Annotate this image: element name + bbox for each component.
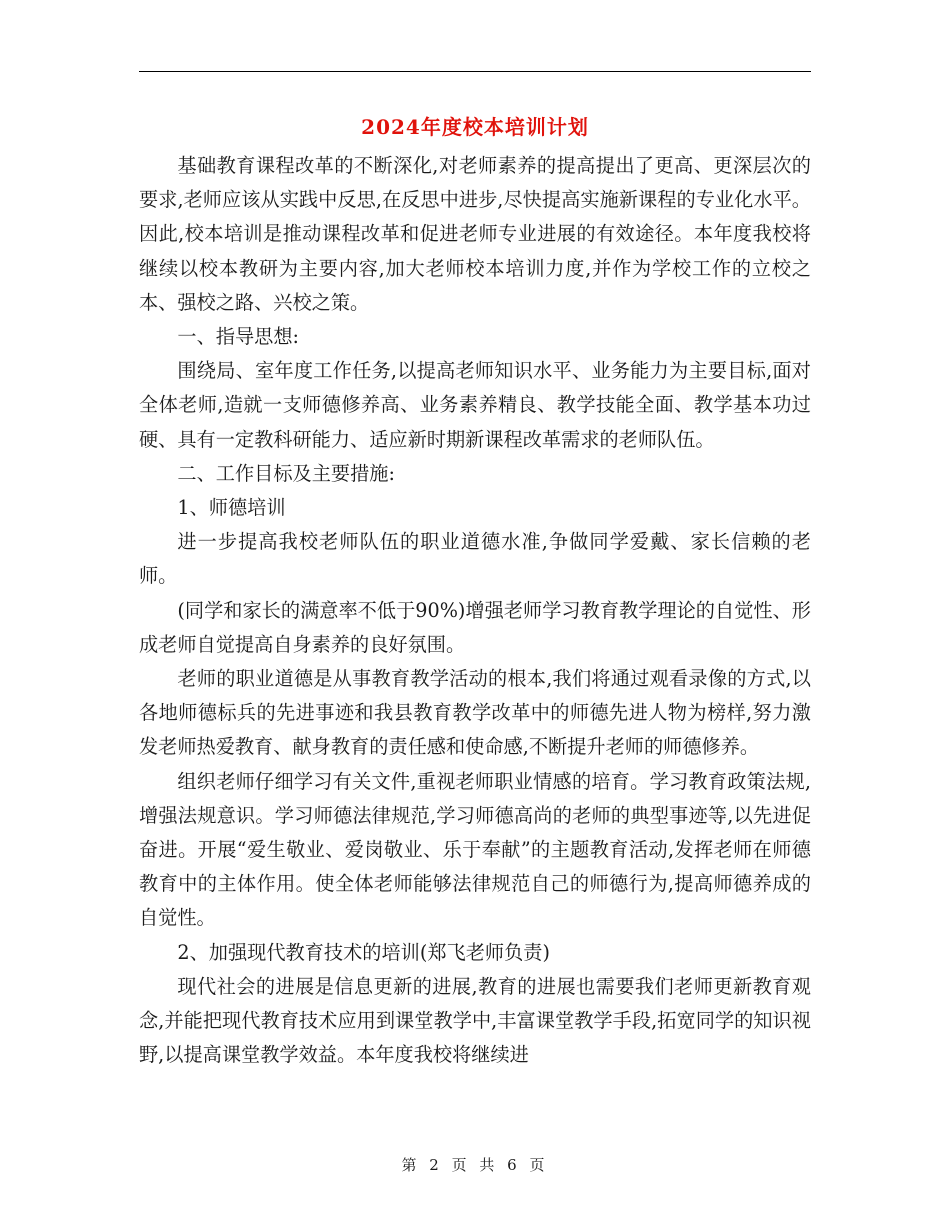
subheading-tech-training: 2、加强现代教育技术的培训(郑飞老师负责) xyxy=(177,940,550,964)
paragraph-guiding-thought: 围绕局、室年度工作任务,以提高老师知识水平、业务能力为主要目标,面对全体老师,造就一支师德修养高、业务素养精良、教学技能全面、教学基本功过硬、具有一定教科研能力、适应新时期新课程改革需求的老师队伍。 xyxy=(139,359,811,451)
document-title: 2024年度校本培训计划 xyxy=(361,115,589,139)
page-number: 第 2 页 共 6 页 xyxy=(401,1156,549,1174)
paragraph-ethics-method: 老师的职业道德是从事教育教学活动的根本,我们将通过观看录像的方式,以各地师德标兵的先进事迹和我县教育教学改革中的师德先进人物为榜样,努力激发老师热爱教育、献身教育的责任感和使命感,不断提升老师的师德修养。 xyxy=(139,667,811,759)
document-body xyxy=(139,149,811,1072)
subheading-ethics-training: 1、师德培训 xyxy=(177,496,286,520)
paragraph-satisfaction: (同学和家长的满意率不低于90%)增强老师学习教育教学理论的自觉性、形成老师自觉提高自身素养的良好氛围。 xyxy=(139,598,811,656)
section-heading-guiding-thought: 一、指导思想: xyxy=(177,325,299,349)
paragraph-tech-training: 现代社会的进展是信息更新的进展,教育的进展也需要我们老师更新教育观念,并能把现代教育技术应用到课堂教学中,丰富课堂教学手段,拓宽同学的知识视野,以提高课堂教学效益。本年度我校将继续进 xyxy=(139,974,811,1067)
paragraph-intro: 基础教育课程改革的不断深化,对老师素养的提高提出了更高、更深层次的要求,老师应该从实践中反思,在反思中进步,尽快提高实施新课程的专业化水平。因此,校本培训是推动课程改革和促进老师专业进展的有效途径。本年度我校将继续以校本教研为主要内容,加大老师校本培训力度,并作为学校工作的立校之本、强校之路、兴校之策。 xyxy=(139,154,811,314)
paragraph-ethics-study: 组织老师仔细学习有关文件,重视老师职业情感的培育。学习教育政策法规,增强法规意识。学习师德法律规范,学习师德高尚的老师的典型事迹等,以先进促奋进。开展“爱生敬业、爱岗敬业、乐于奉献”的主题教育活动,发挥老师在师德教育中的主体作用。使全体老师能够法律规范自己的师德行为,提高师德养成的自觉性。 xyxy=(139,769,811,930)
section-heading-goals-measures: 二、工作目标及主要措施: xyxy=(177,461,395,485)
paragraph-ethics-goal: 进一步提高我校老师队伍的职业道德水准,争做同学爱戴、家长信赖的老师。 xyxy=(139,530,811,588)
header-rule xyxy=(139,71,811,72)
